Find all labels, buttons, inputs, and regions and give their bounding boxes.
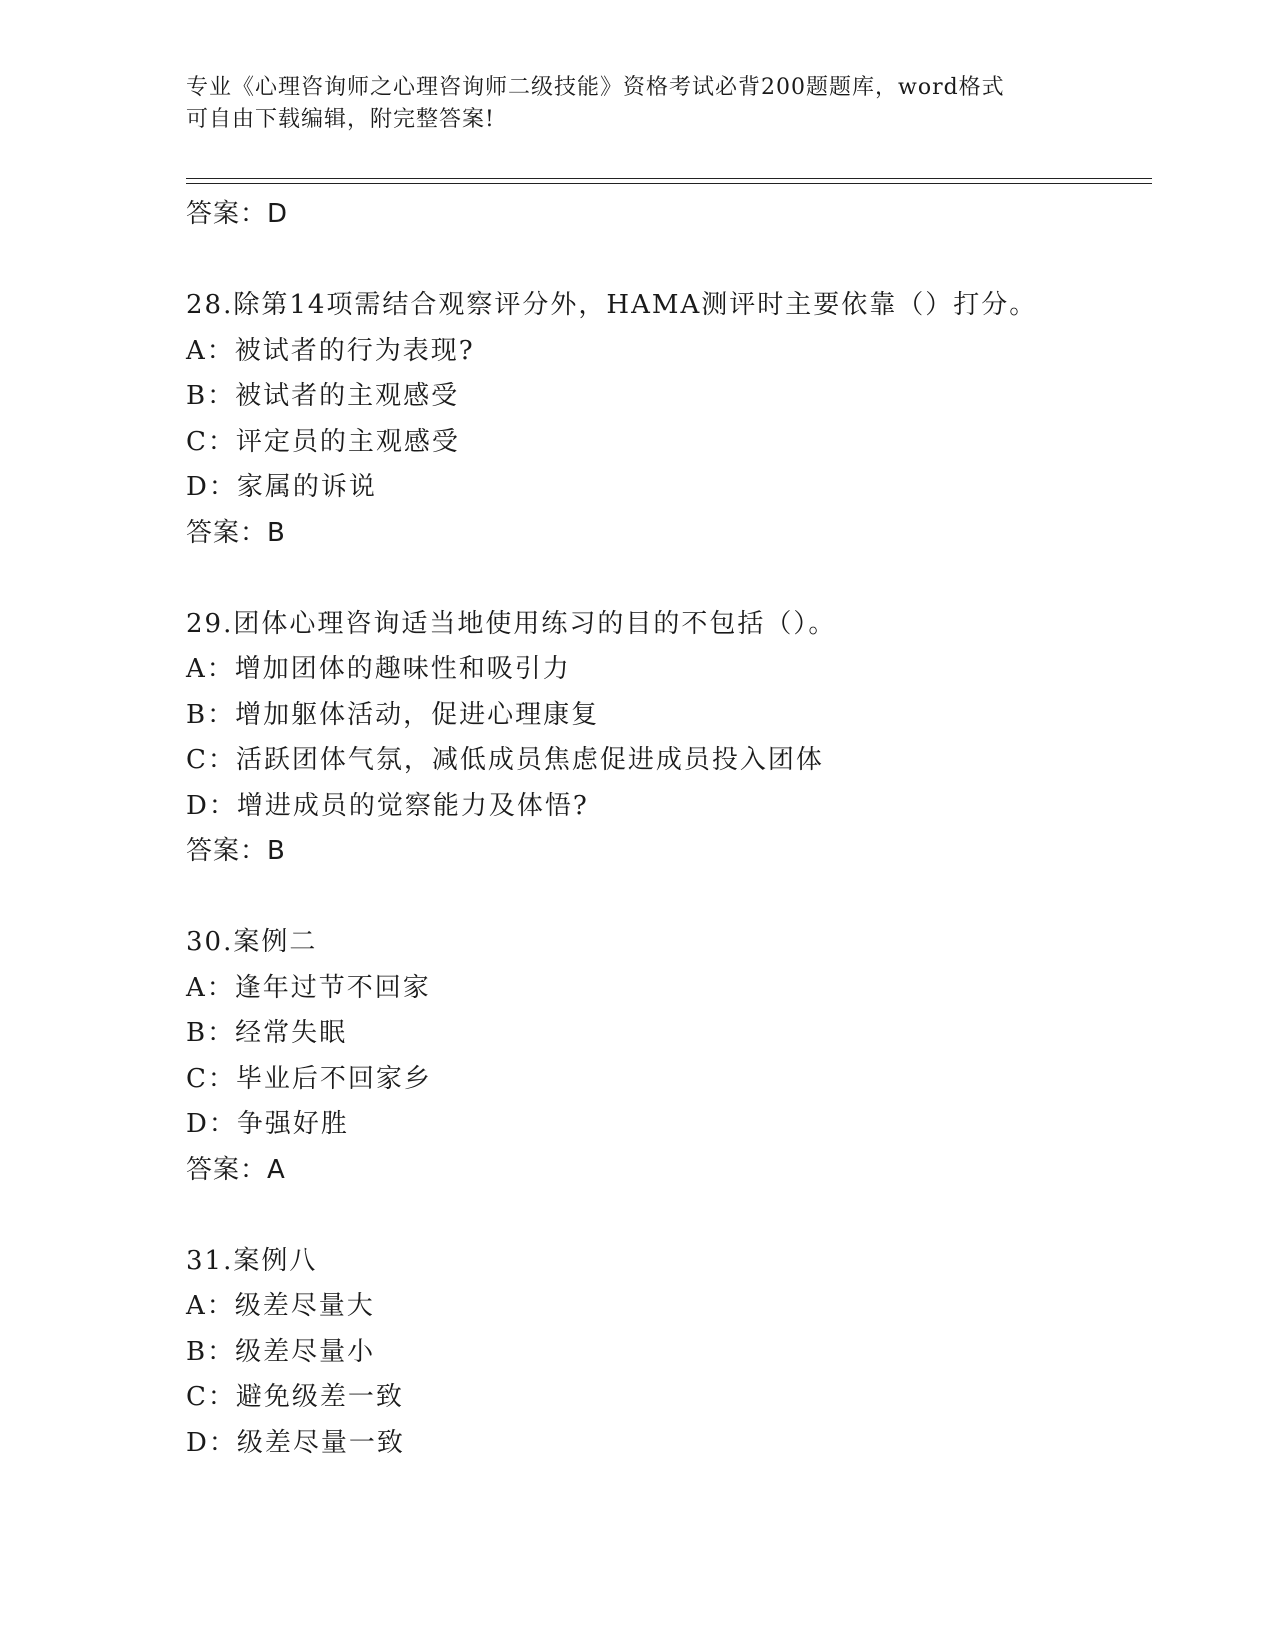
header-rule-top [186, 178, 1152, 179]
question-31 [186, 1239, 1152, 1467]
answer-label: 答案：D [186, 199, 289, 229]
option-b: B：增加躯体活动，促进心理康复 [186, 699, 600, 730]
option-a: A：被试者的行为表现? [186, 335, 475, 366]
option-c: C：活跃团体气氛，减低成员焦虑促进成员投入团体 [186, 745, 824, 775]
option-a: A：级差尽量大 [186, 1291, 375, 1321]
answer-label: 答案：B [186, 836, 286, 866]
question-stem: 28.除第14项需结合观察评分外，HAMA测评时主要依靠（）打分。 [186, 290, 1038, 320]
option-d: D：级差尽量一致 [186, 1427, 405, 1458]
spacer [186, 238, 1152, 284]
question-28 [186, 283, 1152, 556]
option-a: A：逢年过节不回家 [186, 972, 431, 1003]
option-b: B：级差尽量小 [186, 1336, 376, 1367]
spacer [186, 1193, 1152, 1239]
answer-label: 答案：A [186, 1154, 286, 1185]
option-b: B：经常失眠 [186, 1018, 348, 1048]
document-header [186, 72, 1086, 136]
question-30 [186, 920, 1152, 1193]
question-29 [186, 602, 1152, 875]
question-list [186, 192, 1152, 1466]
question-stem: 29.团体心理咨询适当地使用练习的目的不包括（）。 [186, 608, 837, 639]
option-b: B：被试者的主观感受 [186, 381, 460, 411]
question-stem: 30.案例二 [186, 927, 318, 957]
option-a: A：增加团体的趣味性和吸引力 [186, 654, 571, 684]
option-d: D：增进成员的觉察能力及体悟? [186, 790, 589, 821]
option-c: C：避免级差一致 [186, 1382, 404, 1412]
option-d: D：家属的诉说 [186, 472, 377, 502]
header-line-1: 专业《心理咨询师之心理咨询师二级技能》资格考试必背200题题库，word格式 [186, 75, 1005, 100]
answer-label: 答案：B [186, 517, 286, 548]
option-d: D：争强好胜 [186, 1109, 349, 1139]
question-stem: 31.案例八 [186, 1245, 318, 1276]
header-line-2: 可自由下载编辑，附完整答案! [186, 107, 495, 132]
spacer [186, 875, 1152, 921]
option-c: C：毕业后不回家乡 [186, 1063, 432, 1094]
header-rule-bottom [186, 183, 1152, 184]
option-c: C：评定员的主观感受 [186, 426, 460, 457]
spacer [186, 556, 1152, 602]
